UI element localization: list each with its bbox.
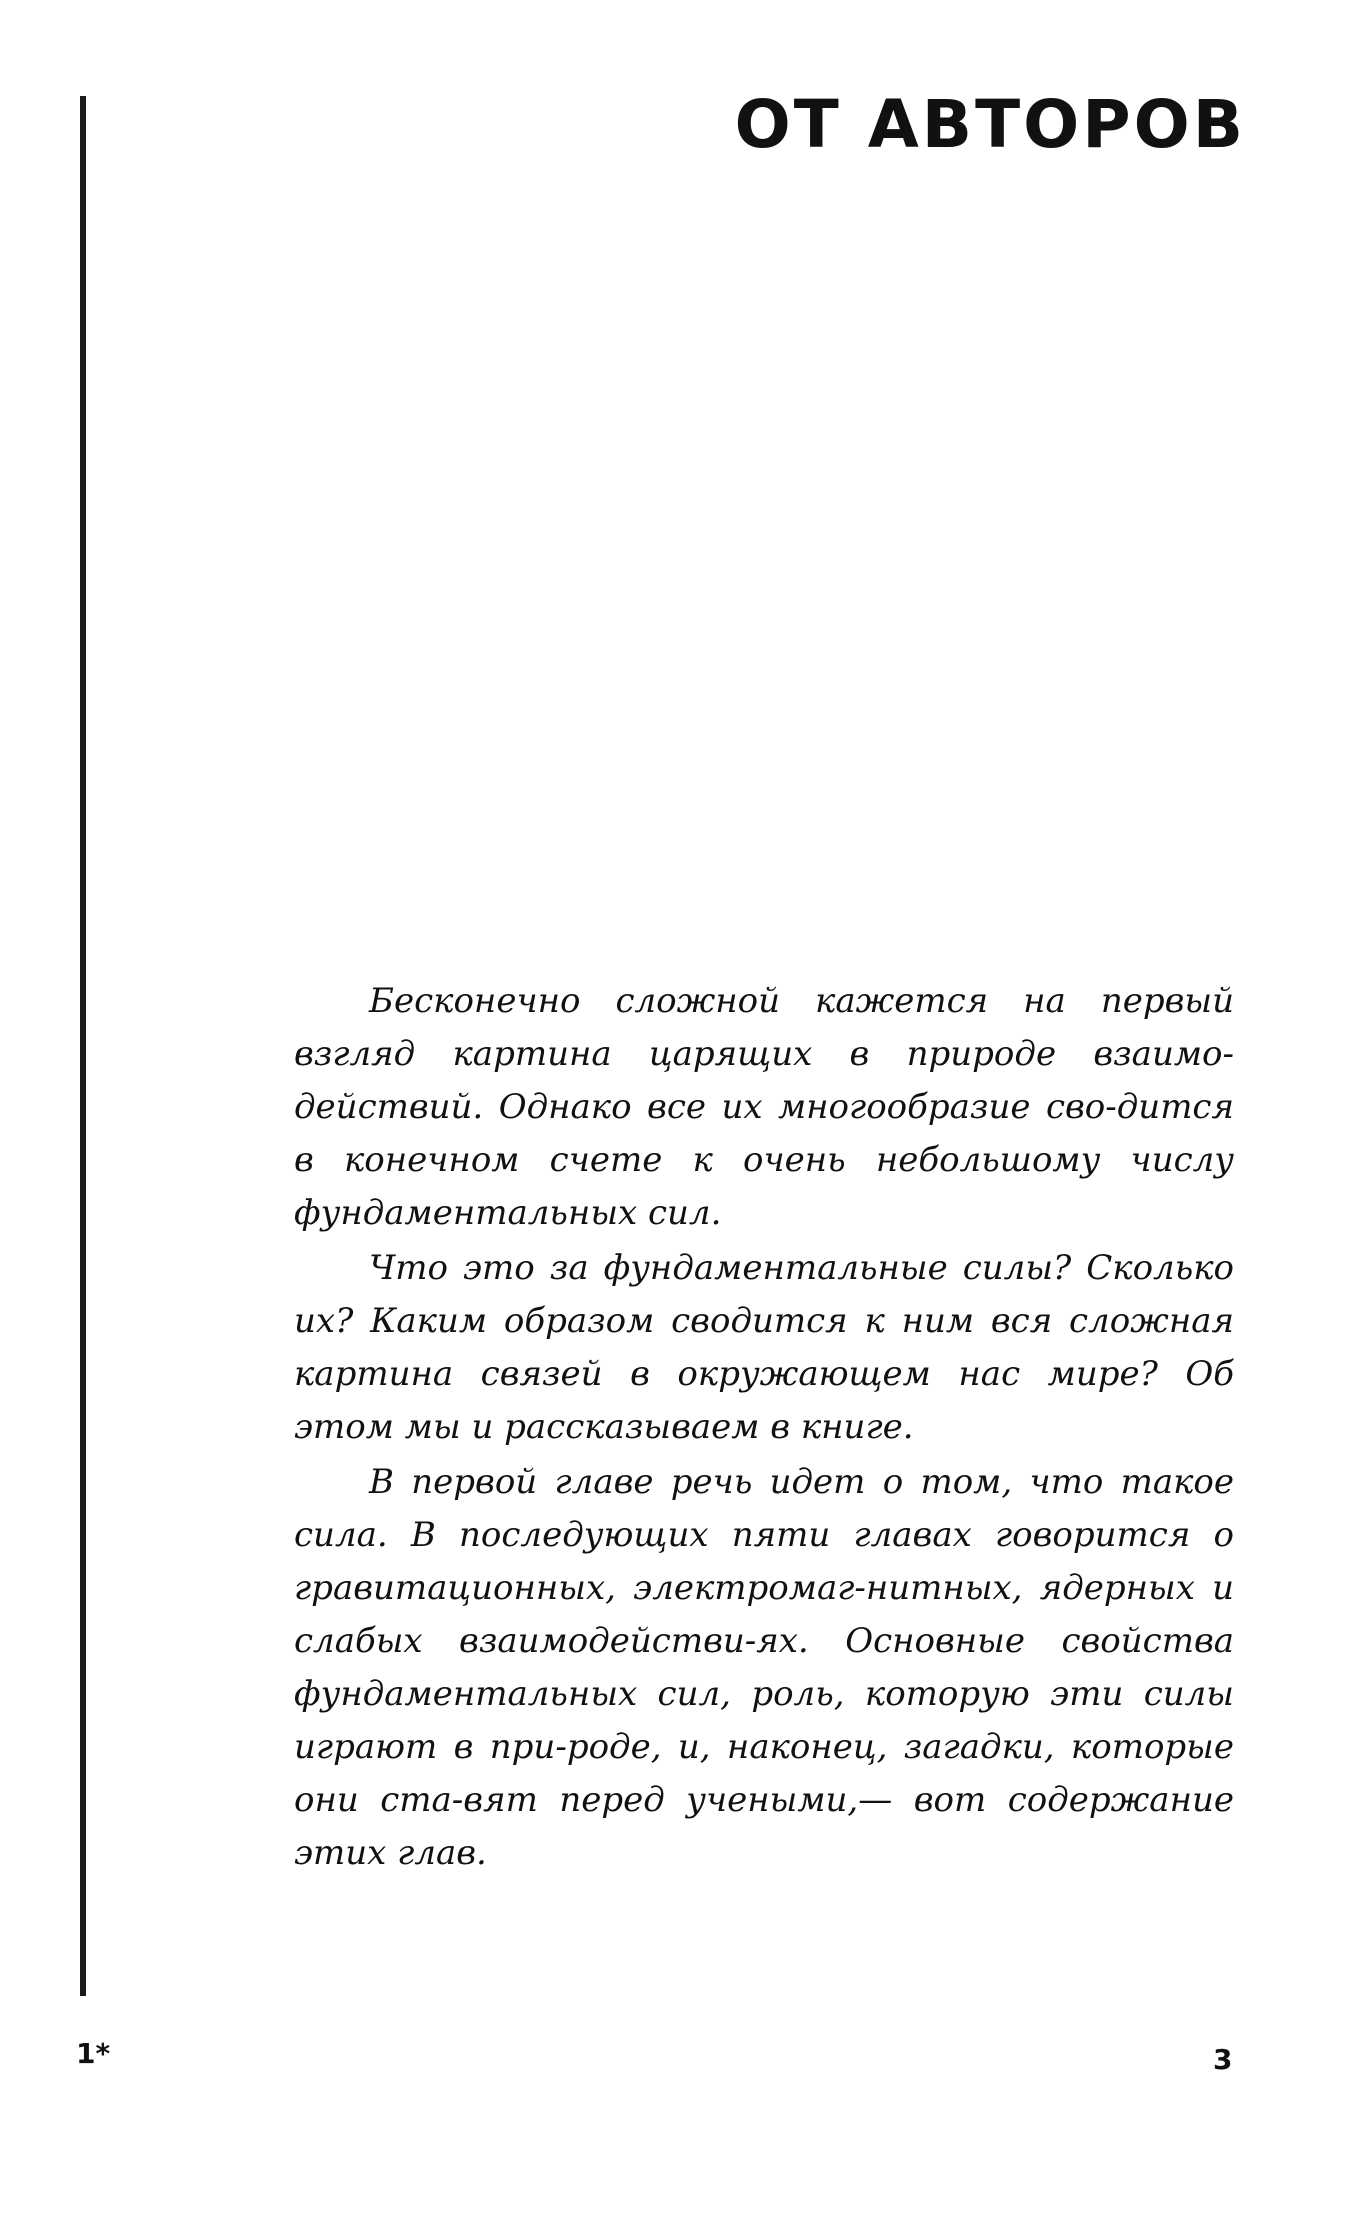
signature-mark: 1* [76,2037,111,2070]
body-text [294,975,1234,1882]
paragraph-contents: В первой главе речь идет о том, что такое сила. В последующих пяти главах говорится о гравитационных, электромаг-нитных, ядерных и слабых взаимодействи-ях. Основные свойства фундаментальных сил, роль, которую эти силы играют в при-роде, и, наконец, загадки, которые они ста-вят перед учеными,— вот содержание этих глав. [294,1462,1234,1873]
paragraph-questions: Что это за фундаментальные силы? Сколько их? Каким образом сводится к ним вся сложная картина связей в окружающем нас мире? Об этом мы и рассказываем в книге. [294,1248,1234,1447]
margin-rule [80,96,86,1996]
chapter-title: ОТ АВТОРОВ [734,86,1246,163]
paragraph-intro: Бесконечно сложной кажется на первый взгляд картина царящих в природе взаимо-действий. Однако все их многообразие сво-дится в конечном счете к очень небольшому числу фундаментальных сил. [294,981,1234,1233]
page-number: 3 [1213,2043,1233,2076]
